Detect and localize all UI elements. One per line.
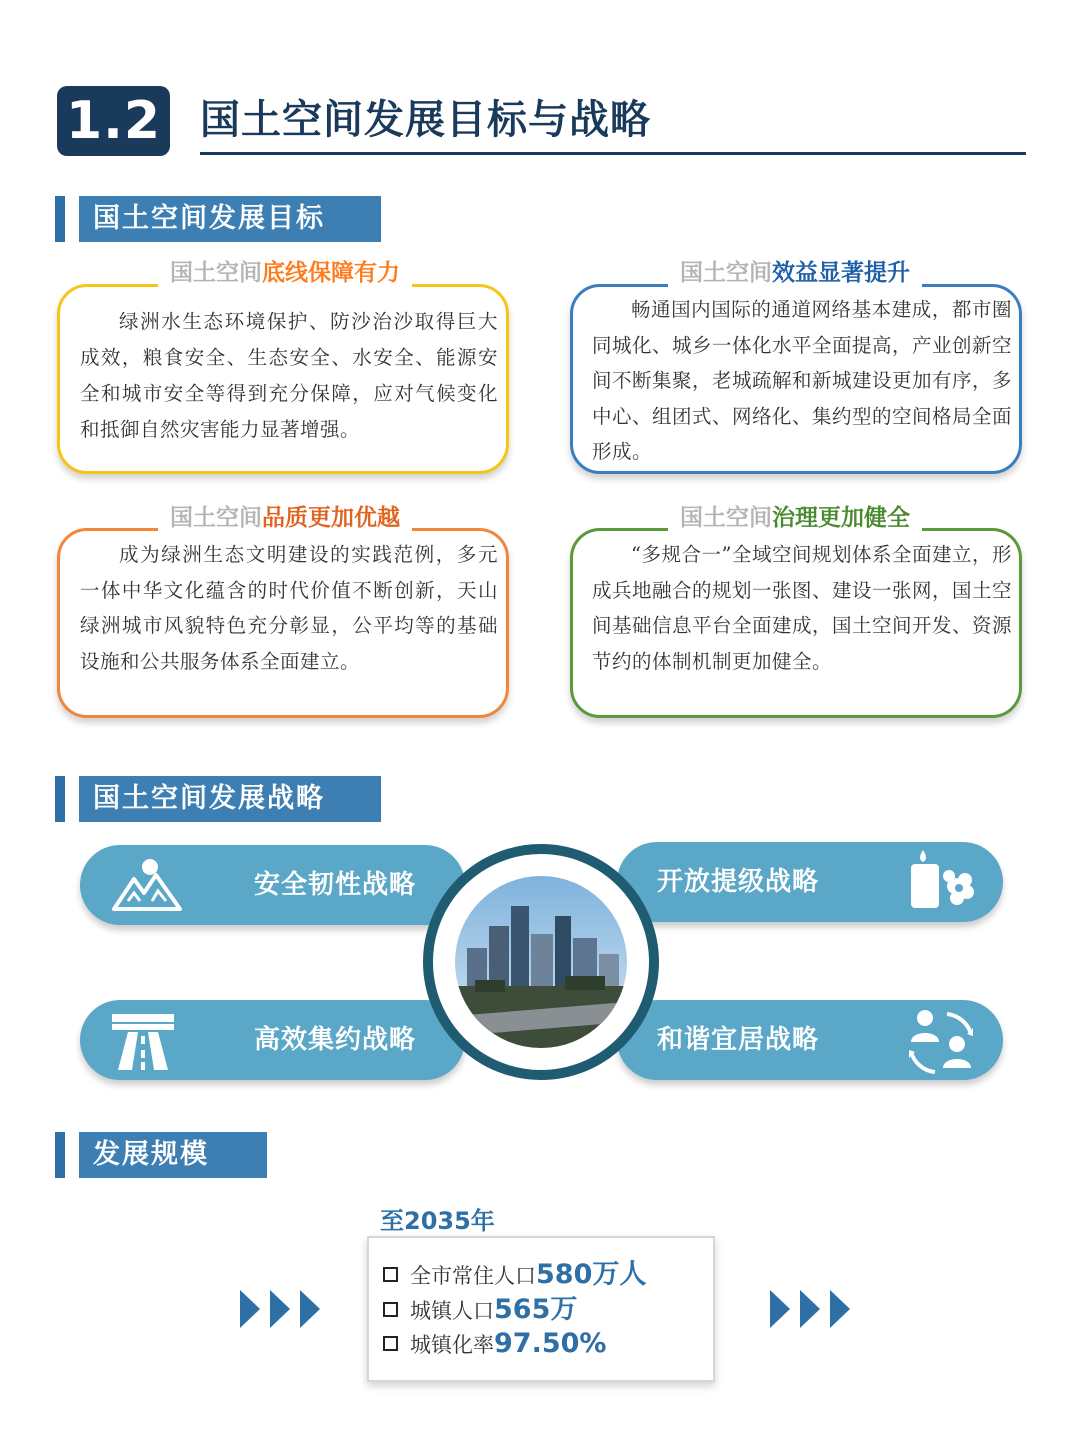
scale-item	[383, 1258, 646, 1292]
goal-title-highlight: 治理更加健全	[772, 505, 910, 531]
scale-item-value: 565万	[494, 1294, 578, 1325]
checkbox-icon	[383, 1336, 398, 1351]
scale-heading-label: 发展规模	[79, 1132, 267, 1178]
section-number-badge: 1.2	[57, 86, 170, 156]
scale-section-heading	[55, 1132, 267, 1178]
people-cycle-icon	[903, 1004, 979, 1078]
strategy-label: 高效集约战略	[254, 1025, 417, 1055]
heading-accent-bar	[55, 196, 65, 242]
goal-card-title	[668, 503, 922, 533]
scale-item	[383, 1327, 606, 1361]
goals-heading-label: 国土空间发展目标	[79, 196, 381, 242]
goal-title-highlight: 底线保障有力	[262, 260, 400, 286]
goal-title-prefix: 国土空间	[170, 260, 262, 286]
title-underline	[200, 152, 1026, 155]
triple-arrow-left-icon	[238, 1288, 326, 1330]
strategy-section-heading	[55, 776, 381, 822]
goal-title-prefix: 国土空间	[680, 505, 772, 531]
checkbox-icon	[383, 1302, 398, 1317]
scale-item-value: 580万人	[536, 1259, 647, 1290]
goal-title-highlight: 品质更加优越	[262, 505, 400, 531]
scale-item-label: 城镇人口	[410, 1299, 494, 1323]
mountain-icon	[112, 855, 184, 915]
highway-icon	[110, 1010, 176, 1072]
candle-flower-icon	[905, 846, 977, 914]
goal-card-title	[158, 503, 412, 533]
goals-section-heading	[55, 196, 381, 242]
page-title: 国土空间发展目标与战略	[200, 97, 651, 143]
strategy-label: 安全韧性战略	[254, 870, 417, 900]
goal-title-prefix: 国土空间	[170, 505, 262, 531]
goal-card-title	[668, 258, 922, 288]
scale-item-label: 城镇化率	[410, 1333, 494, 1357]
scale-year-label: 至2035年	[380, 1207, 495, 1235]
goal-card-title	[158, 258, 412, 288]
goal-card-text: 成为绿洲生态文明建设的实践范例，多元一体中华文化蕴含的时代价值不断创新，天山绿洲城市风貌特色充分彰显，公平均等的基础设施和公共服务体系全面建立。	[80, 543, 498, 673]
strategy-label: 开放提级战略	[657, 867, 820, 897]
strategy-heading-label: 国土空间发展战略	[79, 776, 381, 822]
goal-card-text: 绿洲水生态环境保护、防沙治沙取得巨大成效，粮食安全、生态安全、水安全、能源安全和城市安全等得到充分保障，应对气候变化和抵御自然灾害能力显著增强。	[80, 310, 498, 441]
scale-item	[383, 1293, 577, 1327]
scale-item-value: 97.50%	[494, 1328, 607, 1359]
city-skyline-photo	[455, 876, 627, 1048]
goal-title-prefix: 国土空间	[680, 260, 772, 286]
triple-arrow-right-icon	[768, 1288, 856, 1330]
checkbox-icon	[383, 1267, 398, 1282]
goal-card-text: 畅通国内国际的通道网络基本建成，都市圈同城化、城乡一体化水平全面提高，产业创新空间不断集聚，老城疏解和新城建设更加有序，多中心、组团式、网络化、集约型的空间格局全面形成。	[592, 298, 1013, 463]
heading-accent-bar	[55, 1132, 65, 1178]
strategy-label: 和谐宜居战略	[657, 1025, 820, 1055]
scale-item-label: 全市常住人口	[410, 1264, 536, 1288]
heading-accent-bar	[55, 776, 65, 822]
goal-card-text: “多规合一”全域空间规划体系全面建立，形成兵地融合的规划一张图、建设一张网，国土空间基础信息平台全面建成，国土空间开发、资源节约的体制机制更加健全。	[592, 543, 1013, 673]
goal-title-highlight: 效益显著提升	[772, 260, 910, 286]
